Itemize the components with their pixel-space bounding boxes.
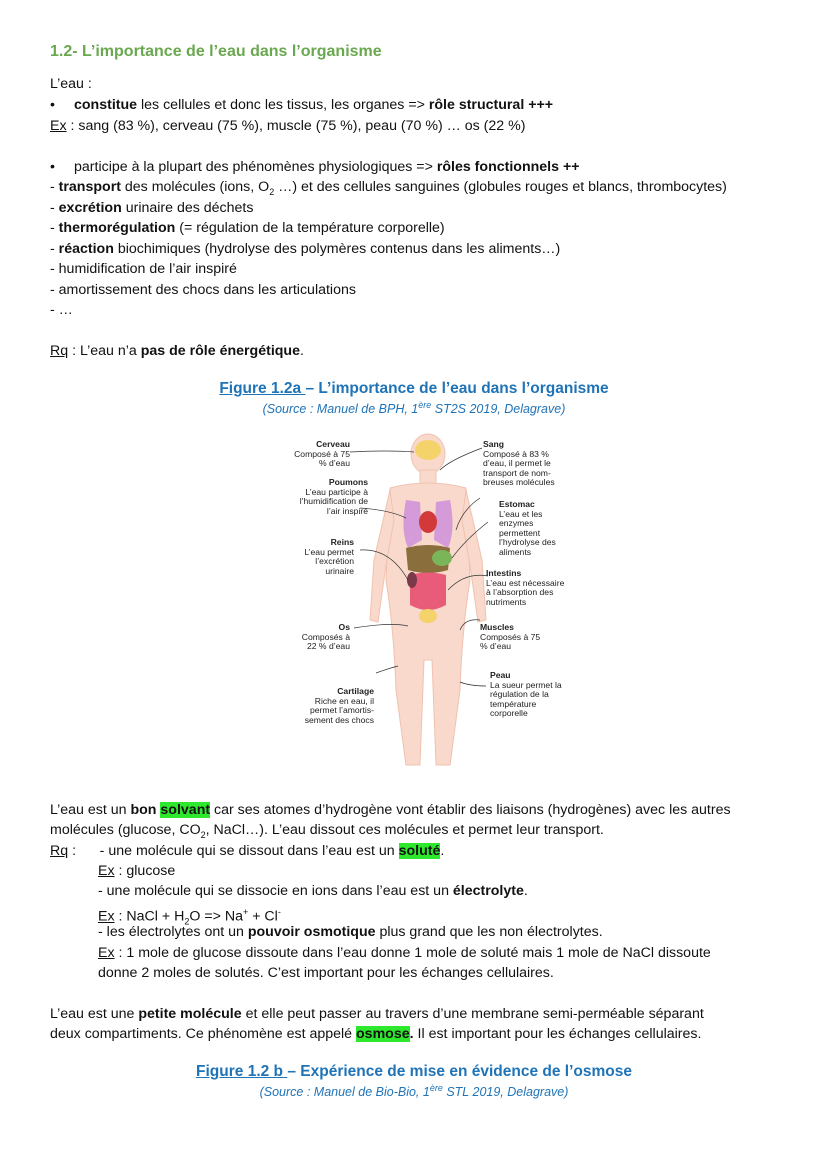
label-intestins [486,569,566,607]
role-text: (= régulation de la température corporelle) [175,220,445,236]
label-text: L’eau permet l’excrétion urinaire [304,546,354,576]
text: deux compartiments. Ce phénomène est appelé [50,1026,357,1042]
bullet-text: les cellules et donc les tissus, les organes => [137,97,429,113]
dash: - [50,179,59,195]
example-label: Ex [98,863,115,879]
label-text: L’eau est nécessaire à l’absorption des nutriments [486,577,565,607]
label-os [290,623,350,652]
remark-label: Rq [50,343,69,359]
subscript: 2 [200,829,206,840]
label-cerveau [290,440,350,469]
figure-number: Figure 1.2 b [196,1063,288,1080]
text: L’eau est un [50,802,131,818]
dash: - [50,241,59,257]
text: Il est important pour les échanges cellulaires. [413,1026,702,1042]
label-name: Sang [483,439,505,449]
text: - une molécule qui se dissocie en ions dans l’eau est un [98,883,453,899]
label-name: Muscles [480,622,514,632]
text: , NaCl…). L’eau dissout ces molécules et permet leur transport. [205,822,604,838]
kidney-shape [407,572,417,588]
source-text: (Source : Manuel de BPH, 1 [262,402,419,417]
solvant-line-1 [50,800,731,820]
superscript: + [243,907,249,917]
heart-shape [419,511,437,533]
text: plus grand que les non électrolytes. [375,924,603,940]
text: - les électrolytes ont un [98,924,248,940]
figure-caption: – Expérience de mise en évidence de l’osmose [287,1063,632,1080]
remark-text: : L’eau n’a [68,343,141,359]
highlight-term: osmose [356,1026,410,1042]
label-text: L’eau participe à l’humidification de l’air inspiré [299,486,368,516]
remark-label: Rq [50,843,69,859]
label-cartilage [298,687,374,725]
label-text: Composé à 83 % d’eau, il permet le transport de nom-breuses molécules [483,448,555,487]
role-text: …) et des cellules sanguines (globules rouges et blancs, thrombocytes) [274,179,727,195]
text: : glucose [114,863,176,879]
label-text: L’eau et les enzymes permettent l’hydrolyse des aliments [499,508,556,557]
role-reaction [50,239,560,259]
source-text: STL 2019, Delagrave) [442,1085,569,1100]
source-text: (Source : Manuel de Bio-Bio, 1 [259,1085,430,1100]
label-reins [290,538,354,576]
bullet-text: participe à la plupart des phénomènes physiologiques => [74,159,437,175]
section-title: 1.2- L’importance de l’eau dans l’organisme [50,43,382,60]
figure-b-title [0,1063,828,1081]
subscript: 2 [269,186,275,197]
body-water-diagram [290,430,580,775]
bold-term: petite molécule [138,1006,242,1022]
role-humidification: - humidification de l’air inspiré [50,261,237,277]
bold-term: rôles fonctionnels ++ [436,159,580,175]
text: . [440,843,445,859]
example-glucose [98,861,175,881]
bold-term: réaction [58,241,114,257]
remark-text: . [299,343,304,359]
bold-term: . [409,1026,414,1042]
superscript: - [277,907,281,917]
text: car ses atomes d’hydrogène vont établir des liaisons (hydrogènes) avec les autres [210,802,731,818]
superscript: ère [418,400,432,410]
highlight-term: solvant [160,802,211,818]
subscript: 2 [184,916,190,927]
source-text: ST2S 2019, Delagrave) [431,402,566,417]
label-text: Composé à 75 % d’eau [294,448,350,468]
bold-term: rôle structural +++ [428,97,554,113]
bullet-structural [50,95,553,115]
figure-b-source [0,1083,828,1099]
text: : 1 mole de glucose dissoute dans l’eau donne 1 mole de soluté mais 1 mole de NaCl dissoute [114,945,711,961]
role-excretion [50,198,253,218]
label-name: Peau [490,670,511,680]
highlight-term: soluté [398,843,441,859]
bold-term: excrétion [58,200,122,216]
dash: - [50,220,59,236]
role-text: des molécules (ions, O [120,179,270,195]
label-name: Estomac [499,499,535,509]
osmose-line-1 [50,1004,704,1024]
label-text: Composés à 22 % d’eau [301,631,350,651]
role-amortissement: - amortissement des chocs dans les articulations [50,282,356,298]
example-moles [98,943,711,963]
intro-text: L’eau : [50,76,92,92]
remark-energy [50,341,304,361]
bold-term: bon [130,802,161,818]
text: + Cl [248,908,278,925]
label-poumons [290,478,368,516]
example-label: Ex [98,908,115,925]
label-text: La sueur permet la régulation de la température corporelle [490,679,562,718]
label-text: Riche en eau, il permet l’amortis-sement des chocs [304,695,374,725]
remark-electrolyte [98,881,528,901]
label-name: Intestins [486,568,522,578]
label-text: Composés à 75 % d’eau [480,631,541,651]
role-text: biochimiques (hydrolyse des polymères contenus dans les aliments…) [113,241,561,257]
bold-term: pas de rôle énergétique [140,343,300,359]
bold-term: électrolyte [452,883,524,899]
role-etc: - … [50,302,73,318]
role-text: urinaire des déchets [121,200,254,216]
bold-term: transport [58,179,121,195]
label-sang [483,440,565,488]
text: . [523,883,528,899]
remark-solute [50,841,444,861]
text: et elle peut passer au travers d’une membrane semi-perméable séparant [241,1006,704,1022]
label-name: Os [338,622,350,632]
label-name: Cartilage [337,686,374,696]
label-name: Poumons [328,477,368,487]
label-peau [490,671,566,719]
bullet-functional [50,157,580,177]
role-thermoregulation [50,218,445,238]
remark-osmotic [98,922,603,942]
example-label: Ex [50,118,67,134]
bold-term: thermorégulation [58,220,176,236]
brain-shape [415,440,441,460]
figure-a-title [0,380,828,398]
text: L’eau est une [50,1006,139,1022]
label-name: Reins [330,537,354,547]
dash: - [50,200,59,216]
figure-a-source [0,400,828,416]
label-muscles [480,623,550,652]
example-text: : sang (83 %), cerveau (75 %), muscle (75 %), peau (70 %) … os (22 %) [66,118,526,134]
bold-term: pouvoir osmotique [247,924,376,940]
label-name: Cerveau [316,439,350,449]
example-line [50,116,525,136]
osmose-line-2 [50,1024,701,1044]
label-estomac [499,500,559,557]
example-moles-cont: donne 2 moles de solutés. C’est important pour les échanges cellulaires. [98,965,554,981]
figure-number: Figure 1.2a [219,380,306,397]
text: : - une molécule qui se dissout dans l’eau est un [68,843,399,859]
bladder-shape [419,609,437,623]
superscript: ère [429,1083,443,1093]
figure-caption: – L’importance de l’eau dans l’organisme [305,380,609,397]
example-label: Ex [98,945,115,961]
bold-term: constitue [74,97,138,113]
text: molécules (glucose, CO [50,822,201,838]
text: O => Na [189,908,243,925]
stomach-shape [432,550,452,566]
text: : NaCl + H [114,908,185,925]
